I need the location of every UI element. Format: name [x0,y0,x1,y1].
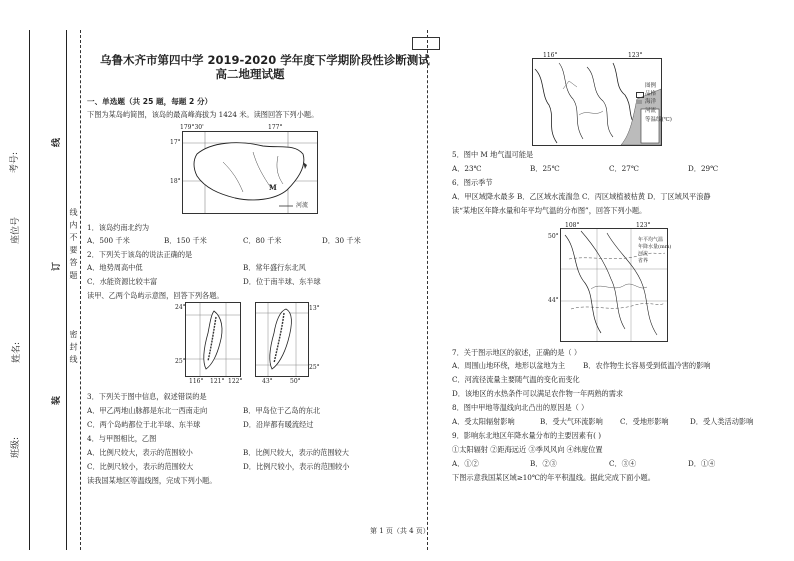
q1-option-a[interactable]: A．500 千米 [87,236,130,245]
q3-stem: 3．下列关于图中信息，叙述错误的是 [87,392,207,401]
q1-option-c[interactable]: C．80 千米 [243,236,282,245]
seal-char-ding: 订 [52,261,63,272]
q3-option-d[interactable]: D．沿岸都有暖流经过 [243,420,314,429]
intro-two-islands: 读甲、乙两个岛屿示意图，回答下列各题。 [87,291,224,300]
q9-option-b[interactable]: B．②③ [530,459,557,468]
q1-stem: 1．该岛约南北约为 [87,223,150,232]
top-box [412,37,440,50]
map4-lon1: 108° [565,222,580,229]
q6-options[interactable]: A．甲区域降水最多 B．乙区域水流湍急 C．丙区域植被枯黄 D．丁区域风平浪静 [452,192,711,201]
map4-lat1: 50° [548,233,559,240]
binding-line-inner [66,30,67,550]
exam-subtitle: 高二地理试题 [215,67,285,81]
isotherm-map [532,58,662,146]
intro-accum-temp: 下图示意我国某区域≥10℃的年平积温线。据此完成下面小题。 [452,473,655,482]
map1-lat1: 17° [170,139,181,146]
q3-option-c[interactable]: C．两个岛屿都位于北半球、东半球 [87,420,201,429]
q4-stem: 4．与甲图相比，乙图 [87,434,157,443]
map-jia [185,302,241,377]
page-number: 第 1 页（共 4 页） [370,527,430,535]
exam-title: 乌鲁木齐市第四中学 2019-2020 学年度下学期阶段性诊断测试 [100,53,430,67]
map-jia-lon-mid: 121° [210,378,225,385]
q2-option-d[interactable]: D．位于南半球、东半球 [243,277,321,286]
map3-legend-2: 海洋 [645,99,657,105]
q8-option-d[interactable]: D．受人类活动影响 [690,417,754,426]
section-heading: 一、单选题（共 25 题，每题 2 分） [87,97,213,106]
map4-legend-1: 年平均气温 [638,237,664,243]
seal-dashed-line [80,30,81,550]
intro-precip: 读“某地区年降水量和年平均气温的分布图”，回答下列小题。 [452,206,647,215]
q4-option-c[interactable]: C．比例尺较小，表示的范围较大 [87,462,194,471]
q8-option-c[interactable]: C．受地形影响 [620,417,669,426]
name-label: 姓名: [12,341,23,364]
q5-stem: 5．图中 M 地气温可能是 [452,150,534,159]
q4-option-b[interactable]: B．比例尺较大，表示的范围较大 [243,448,349,457]
map-jia-lon-left: 116° [189,378,204,385]
q9-option-d[interactable]: D．①④ [688,459,716,468]
q8-option-a[interactable]: A．受太阳辐射影响 [452,417,515,426]
intro-island: 下图为某岛屿简图，该岛的最高峰海拔为 1424 米。读图回答下列小题。 [87,110,319,119]
map-yi-svg [256,303,308,376]
q2-stem: 2．下列关于该岛的说法正确的是 [87,250,193,259]
q5-option-a[interactable]: A．23℃ [452,164,482,173]
q5-option-d[interactable]: D．29℃ [688,164,719,173]
q7-stem: 7．关于图示地区的叙述，正确的是（ ） [452,348,582,357]
map-yi-lon-left: 43° [262,378,273,385]
q7-option-d[interactable]: D．该地区的水热条件可以满足农作物一年两熟的需求 [452,389,624,398]
map4-lon2: 123° [636,222,651,229]
exam-no-label: 考号: [10,151,21,174]
seal-line-label: 密 封 线 [69,330,78,365]
seal-char-line: 线 [52,137,63,148]
q9-factors: ①太阳辐射 ②距海远近 ③季风风向 ④纬度位置 [452,445,603,454]
q9-stem: 9．影响东北地区年降水量分布的主要因素有( ) [452,431,602,440]
q4-option-d[interactable]: D．比例尺较小，表示的范围较小 [243,462,350,471]
q2-option-b[interactable]: B．常年盛行东北风 [243,263,306,272]
map-yi [255,302,309,377]
map3-legend-title: 图例 [645,83,657,89]
map1-legend-river: 河流 [296,202,309,209]
q8-option-b[interactable]: B．受大气环流影响 [540,417,603,426]
map3-lon2: 123° [628,52,643,59]
column-divider [427,30,428,550]
q4-option-a[interactable]: A．比例尺较大，表示的范围较小 [87,448,193,457]
map4-legend-4: 省界 [638,258,649,264]
map-yi-lon-right: 50° [290,378,301,385]
q7-option-c[interactable]: C．河流径流量主要随气温的变化而变化 [452,375,580,384]
q2-option-c[interactable]: C．水能资源比较丰富 [87,277,158,286]
map-jia-lon-right: 122° [228,378,243,385]
map3-legend-3: 河流 [645,108,657,114]
q7-option-a[interactable]: A．周围山地环绕，地形以盆地为主 [452,361,566,370]
legend-swatch-2 [636,100,642,104]
q9-option-c[interactable]: C．③④ [609,459,637,468]
map1-lat2: 18° [170,178,181,185]
q9-option-a[interactable]: A．①② [452,459,479,468]
seal-warning: 线 内 不 要 答 题 [69,208,78,280]
map1-lon1: 179°30' [180,124,204,131]
binding-line-outer [29,30,30,550]
q1-option-b[interactable]: B．150 千米 [164,236,207,245]
seat-no-label: 座位号 [11,216,22,245]
legend-swatch-1 [636,92,644,98]
map-jia-lat-top: 24° [175,304,186,311]
q5-option-c[interactable]: C．27℃ [609,164,639,173]
map3-legend-4: 等温线(℃) [645,117,672,123]
map4-legend-2: 年降水量(mm) [638,244,672,250]
q6-stem: 6．图示季节 [452,178,493,187]
map4-lat2: 44° [548,297,559,304]
q3-option-a[interactable]: A．甲乙两地山脉都是东北一西南走向 [87,406,208,415]
q7-option-b[interactable]: B．农作物生长容易受到低温冷害的影响 [583,361,711,370]
map-jia-svg [186,303,240,376]
map3-lon1: 116° [543,52,558,59]
map1-lon2: 177° [268,124,283,131]
q8-stem: 8．图中甲地等温线向北凸出的原因是（ ） [452,403,589,412]
map3-legend-1: 品格 [645,91,657,97]
seal-char-zhuang: 装 [52,395,63,406]
map4-legend-3: 河流 [638,251,649,257]
q3-option-b[interactable]: B．甲岛位于乙岛的东北 [243,406,321,415]
intro-isotherm: 读我国某地区等温线图，完成下列小题。 [87,476,217,485]
q2-option-a[interactable]: A．地势周高中低 [87,263,143,272]
map-yi-lat-top: 13° [309,305,320,312]
q5-option-b[interactable]: B．25℃ [530,164,560,173]
map-jia-lat-bot: 25° [175,358,186,365]
map1-mark-m: M [269,183,277,192]
q1-option-d[interactable]: D．30 千米 [322,236,361,245]
class-label: 班级: [11,436,22,459]
map-yi-lat-bot: 25° [309,364,320,371]
